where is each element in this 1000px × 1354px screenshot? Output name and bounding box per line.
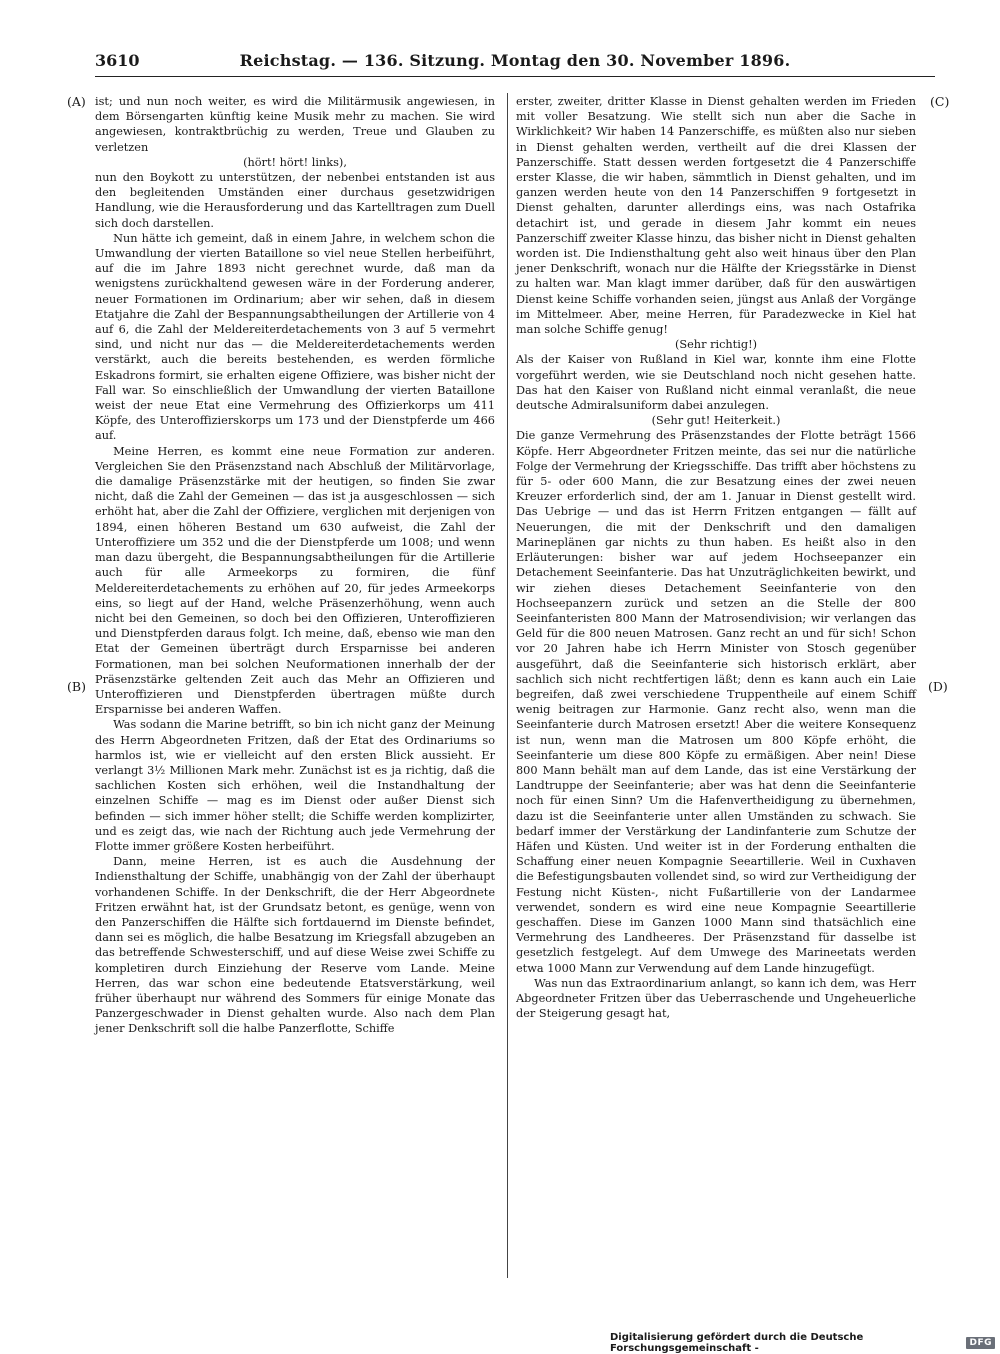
right-column bbox=[516, 94, 916, 1021]
left-paragraph: Dann, meine Herren, ist es auch die Ausdehnung der Indiensthaltung der Schiffe, unabhängig von der Zahl der überhaupt vorhandenen Schiffe. In der Denkschrift, die der Herr Abgeordnete Fritzen erwähnt hat, ist der Grundsatz betont, es genüge, wenn von den Panzerschiffen die Hälfte sich fortdauernd im Dienste befindet, dann sei es möglich, die halbe Besatzung im Kriegsfall abzugeben an das betreffende Schwesterschiff, und auf diese Weise zwei Schiffe zu kompletiren durch Einziehung der Reserve vom Lande. Meine Herren, das war schon eine bedeutende Etatsverstärkung, weil früher überhaupt nur während des Sommers für einige Monate das Panzergeschwader in Dienst gehalten wurde. Also nach dem Plan jener Denkschrift soll die halbe Panzerflotte, Schiffe bbox=[95, 855, 495, 1036]
right-interjection: (Sehr richtig!) bbox=[674, 338, 758, 352]
footer-credit: Digitalisierung gefördert durch die Deutsche Forschungsgemeinschaft - bbox=[610, 1332, 864, 1354]
left-paragraph: ist; und nun noch weiter, es wird die Militärmusik angewiesen, in dem Börsengarten künftig keine Musik mehr zu machen. Sie wird angewiesen, kontraktbrüchig zu werden, Treue und Glauben zu verletzen bbox=[95, 95, 495, 154]
column-divider bbox=[507, 93, 508, 1278]
left-interjection: (hört! hört! links), bbox=[243, 155, 347, 169]
right-paragraph: erster, zweiter, dritter Klasse in Dienst gehalten werden im Frieden mit voller Besatzung. Wie stellt sich nun aber die Sache in Wirklichkeit? Wir haben 14 Panzerschiffe, es müßten also nur sieben in Dienst gehalten werden, vertheilt auf die drei Klassen der Panzerschiffe. Statt dessen werden fortgesetzt die 4 Panzerschiffe erster Klasse, die wir haben, sämmtlich in Dienst gehalten, und im ganzen werden heute von den 14 Panzerschiffen 9 fortgesetzt in Dienst gehalten, darunter allerdings eins, was nach Ostafrika detachirt ist, und gerade in diesem Jahr kommt ein neues Panzerschiff zweiter Klasse hinzu, das bisher nicht in Dienst gehalten worden ist. Die Indiensthaltung geht also weit hinaus über den Plan jener Denkschrift, wonach nur die Hälfte der Kriegsstärke in Dienst zu halten war. Man klagt immer darüber, daß für den auswärtigen Dienst keine Schiffe vorhanden seien, jüngst aus Anlaß der Vorgänge im Mittelmeer. Aber, meine Herren, für Paradezwecke in Kiel hat man solche Schiffe genug! bbox=[516, 95, 916, 337]
margin-marker-b: (B) bbox=[67, 679, 86, 694]
right-paragraph: Die ganze Vermehrung des Präsenzstandes der Flotte beträgt 1566 Köpfe. Herr Abgeordneter Fritzen meinte, das sei nur die natürliche Folge der Vermehrung der Kriegsschiffe. Das trifft aber höchstens zu für 5- oder 600 Mann, die zur Besatzung eines der zwei neuen Kreuzer erforderlich sind, der am 1. Januar in Dienst gestellt wird. Das Uebrige — und das ist Herrn Fritzen entgangen — fällt auf Neuerungen, die mit der Denkschrift und den damaligen Marineplänen gar nichts zu thun haben. Es heißt also in den Erläuterungen: bisher war auf jedem Hochseepanzer ein Detachement Seeinfanterie. Das hat Unzuträglichkeiten bewirkt, und wir ziehen dieses Detachement Seeinfanterie von den Hochseepanzern zurück und setzen an die Stelle der 800 Seeinfanteristen 800 Mann der Matrosendivision; wir verlangen das Geld für die 800 neuen Matrosen. Ganz recht an und für sich! Schon vor 20 Jahren habe ich Herrn Minister von Stosch gegenüber ausgeführt, daß die Seeinfanterie sich historisch erklärt, aber sachlich sich nicht rechtfertigen läßt; denn es kann auch ein Laie begreifen, daß zwei verschiedene Truppentheile auf einem Schiff wenig beitragen zur Harmonie. Ganz recht also, wenn man die Seeinfanterie durch Matrosen ersetzt! Aber die weitere Konsequenz ist nun, wenn man die Matrosen um 800 Köpfe erhöht, die Seeinfanterie um diese 800 Köpfe zu ermäßigen. Aber nein! Diese 800 Mann behält man auf dem Lande, das ist eine Verstärkung der Landtruppe der Seeinfanterie; aber was hat denn die Seeinfanterie noch für einen Sinn? Um die Hafenvertheidigung zu übernehmen, dazu ist die Seeinfanterie unter allen Umständen zu schwach. Sie bedarf immer der Verstärkung der Landinfanterie zum Schutze der Häfen und Küsten. Und weiter ist in der Forderung enthalten die Schaffung einer neuen Kompagnie Seeartillerie. Weil in Cuxhaven die Befestigungsbauten vollendet sind, so wird zur Vertheidigung der Festung nicht Küsten-, nicht Fußartillerie von der Landarmee verwendet, sondern es wird eine neue Kompagnie Seeartillerie geschaffen. Diese im Ganzen 1000 Mann sind thatsächlich eine Vermehrung des Landheeres. Der Präsenzstand für dasselbe ist gesetzlich festgelegt. Auf dem Umwege des Marineetats werden etwa 1000 Mann zur Verwendung auf dem Lande hinzugefügt. bbox=[516, 429, 916, 975]
margin-marker-a: (A) bbox=[67, 94, 86, 109]
left-paragraph: Nun hätte ich gemeint, daß in einem Jahre, in welchem schon die Umwandlung der vierten Bataillone so viel neue Stellen herbeiführt, auf die im Jahre 1893 nicht gerechnet wurde, daß man da wenigstens zurückhaltend gewesen wäre in der Forderung anderer, neuer Formationen im Ordinarium; aber wir sehen, daß in diesem Etatjahre die Zahl der Bespannungsabtheilungen der Artillerie von 4 auf 6, die Zahl der Meldereiterdetachements von 3 auf 5 vermehrt sind, und nicht nur das — die Meldereiterdetachements werden verstärkt, auch die bereits bestehenden, es werden förmliche Eskadrons formirt, sie erhalten eigene Offiziere, was bisher nicht der Fall war. So einschließlich der Umwandlung der vierten Bataillone weist der neue Etat eine Vermehrung des Offizierkorps um 411 Köpfe, des Unteroffizierskorps um 173 und der Dienstpferde um 466 auf. bbox=[95, 231, 495, 443]
left-column bbox=[95, 94, 495, 1037]
page-number: 3610 bbox=[95, 50, 140, 70]
right-paragraph: Als der Kaiser von Rußland in Kiel war, konnte ihm eine Flotte vorgeführt werden, wie sie Deutschland noch nicht gesehen hatte. Das hat den Kaiser von Rußland nicht einmal veranlaßt, die neue deutsche Admiralsuniform dabei anzulegen. bbox=[516, 353, 916, 413]
left-paragraph: nun den Boykott zu unterstützen, der nebenbei entstanden ist aus den begleitenden Umständen einer durchaus gesetzwidrigen Handlung, wie die Herausforderung und das Kartelltragen zum Duell sich doch darstellen. bbox=[95, 171, 495, 230]
dfg-logo-icon: DFG bbox=[966, 1337, 995, 1349]
right-paragraph: Was nun das Extraordinarium anlangt, so kann ich dem, was Herr Abgeordneter Fritzen über das Ueberraschende und Ungeheuerliche der Steigerung gesagt hat, bbox=[516, 976, 916, 1021]
page-header bbox=[95, 46, 935, 74]
page-footer bbox=[610, 1332, 995, 1354]
header-rule bbox=[95, 76, 935, 77]
left-paragraph: Was sodann die Marine betrifft, so bin ich nicht ganz der Meinung des Herrn Abgeordneten Fritzen, daß der Etat des Ordinariums so harmlos ist, wie er vielleicht auf den ersten Blick aussieht. Er verlangt 3½ Millionen Mark mehr. Zunächst ist es ja richtig, daß die sachlichen Kosten sich erhöhen, weil die Instandhaltung der einzelnen Schiffe — mag es im Dienst oder außer Dienst sich befinden — sich immer höher stellt; die Schiffe werden komplizirter, und es zeigt das, wie nach der Richtung auch jede Vermehrung der Flotte immer größere Kosten herbeiführt. bbox=[95, 718, 495, 853]
page-title: Reichstag. — 136. Sitzung. Montag den 30. November 1896. bbox=[239, 50, 791, 70]
right-interjection: (Sehr gut! Heiterkeit.) bbox=[651, 414, 781, 428]
margin-marker-d: (D) bbox=[928, 679, 948, 694]
left-paragraph: Meine Herren, es kommt eine neue Formation zur anderen. Vergleichen Sie den Präsenzstand nach Abschluß der Militärvorlage, die damalige Präsenzstärke mit der heutigen, so finden Sie zwar nicht, daß die Zahl der Gemeinen — das ist ja ausgeschlossen — sich erhöht hat, aber die Zahl der Offiziere, verglichen mit derjenigen von 1894, einen höheren Bestand um 630 aufweist, die Zahl der Unteroffiziere um 352 und die der Dienstpferde um 1008; und wenn man dazu übergeht, die Bespannungsabtheilungen für die Artillerie auch für alle Armeekorps zu formiren, die fünf Meldereiterdetachements zu erhöhen auf 20, für jedes Armeekorps eins, so liegt auf der Hand, welche Präsenzerhöhung, wenn auch nicht bei den Gemeinen, so doch bei den Offizieren, Unteroffizieren und Dienstpferden daraus folgt. Ich meine, daß, ebenso wie man den Etat der Gemeinen überträgt durch Ersparnisse bei anderen Formationen, man bei solchen Neuformationen innerhalb der der Präsenzstärke geltenden Zeit auch das Mehr an Offizieren und Unteroffizieren und Dienstpferden übertragen müßte durch Ersparnisse bei anderen Waffen. bbox=[95, 444, 495, 717]
margin-marker-c: (C) bbox=[930, 94, 950, 109]
